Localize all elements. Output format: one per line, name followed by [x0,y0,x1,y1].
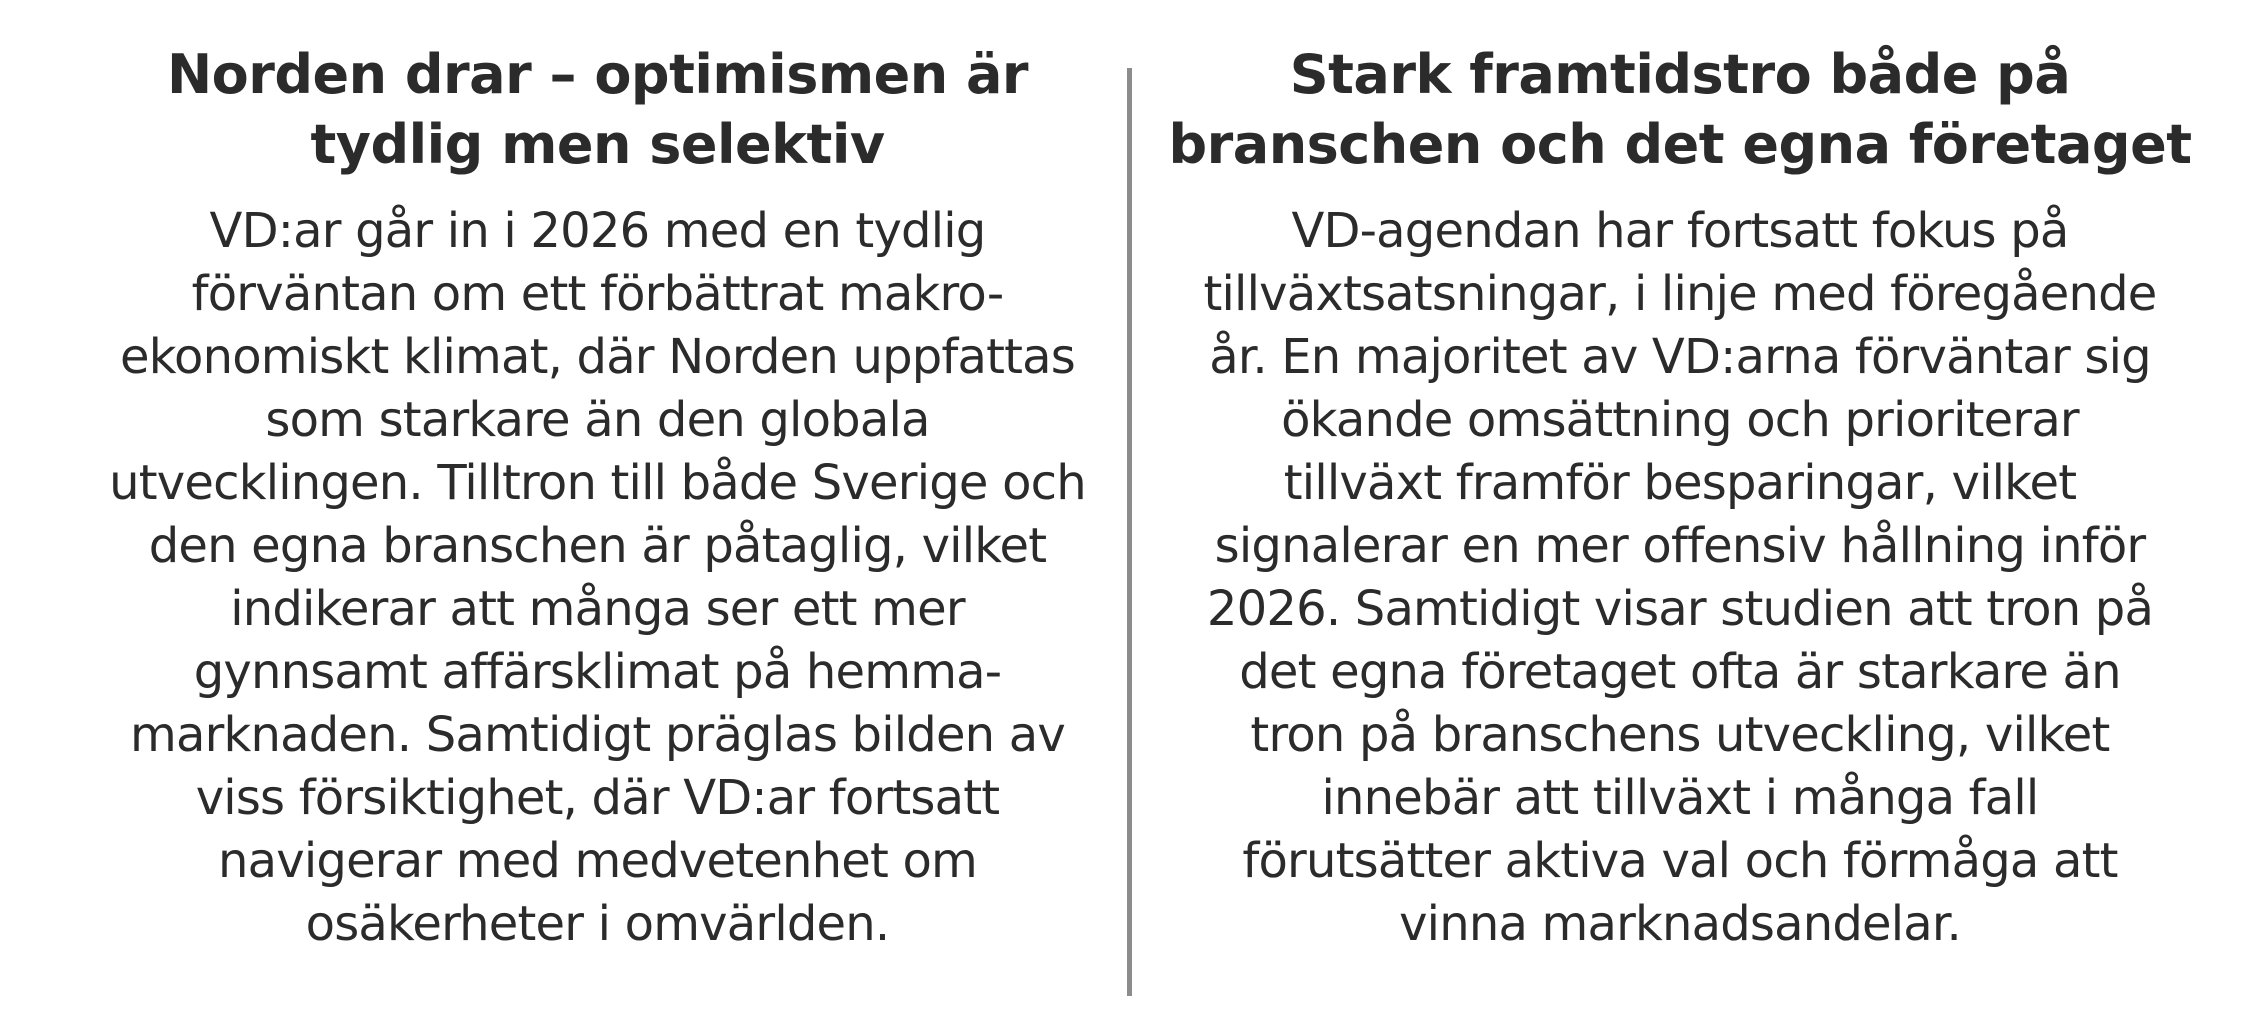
right-body-line: signalerar en mer offensiv hållning inför [1214,518,2146,574]
right-body-line: innebär att tillväxt i många fall [1321,770,2039,826]
left-body-line: viss försiktighet, där VD:ar fortsatt [195,770,1000,826]
right-heading [1155,40,2205,180]
right-column [1155,40,2205,956]
right-body-line: 2026. Samtidigt visar studien att tron på [1206,581,2154,637]
left-heading-line: Norden drar – optimismen är [166,43,1029,106]
right-body-text [1155,200,2205,956]
right-body-line: vinna marknadsandelar. [1399,896,1961,952]
left-body-line: indikerar att många ser ett mer [230,581,965,637]
left-body-line: VD:ar går in i 2026 med en tydlig [209,203,986,259]
left-body-line: ekonomiskt klimat, där Norden uppfattas [120,329,1075,385]
right-body-line: tron på branschens utveckling, vilket [1250,707,2110,763]
left-body-line: marknaden. Samtidigt präglas bilden av [130,707,1065,763]
right-body-line: tillväxt framför besparingar, vilket [1283,455,2077,511]
left-body-line: navigerar med medvetenhet om [218,833,977,889]
left-heading [100,40,1095,180]
right-body-line: ökande omsättning och prioriterar [1281,392,2079,448]
left-body-line: utvecklingen. Tilltron till både Sverige och [109,455,1086,511]
left-body-line: osäkerheter i omvärlden. [305,896,890,952]
left-body-line: gynnsamt affärsklimat på hemma- [193,644,1002,700]
left-body-text [100,200,1095,956]
right-body-line: förutsätter aktiva val och förmåga att [1242,833,2118,889]
column-divider [1127,68,1132,996]
right-body-line: tillväxtsatsningar, i linje med föregående [1203,266,2157,322]
right-body-line: det egna företaget ofta är starkare än [1239,644,2121,700]
right-body-line: VD-agendan har fortsatt fokus på [1291,203,2069,259]
left-body-line: förväntan om ett förbättrat makro- [191,266,1004,322]
left-body-line: som starkare än den globala [265,392,930,448]
right-body-line: år. En majoritet av VD:arna förväntar sig [1209,329,2151,385]
left-body-line: den egna branschen är påtaglig, vilket [148,518,1047,574]
left-heading-line: tydlig men selektiv [310,113,885,176]
right-heading-line: branschen och det egna företaget [1168,113,2192,176]
right-heading-line: Stark framtidstro både på [1289,43,2071,106]
left-column [100,40,1095,956]
